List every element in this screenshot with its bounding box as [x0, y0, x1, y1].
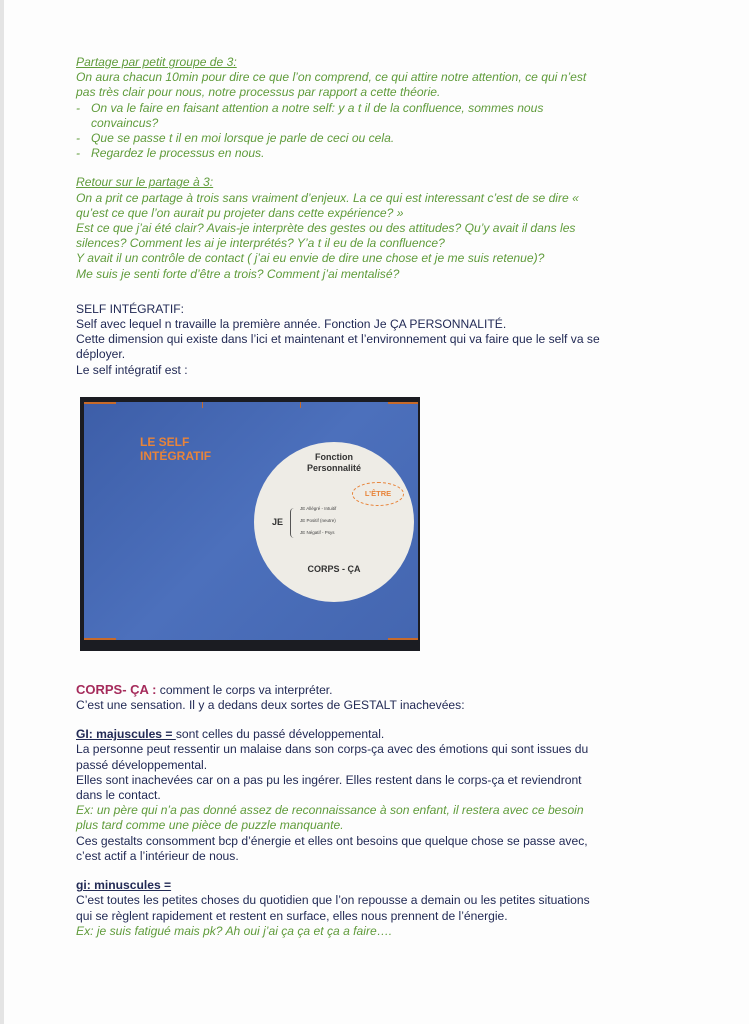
slide-circle — [254, 442, 414, 602]
paragraph-line: Le self intégratif est : — [76, 362, 188, 377]
corps-ca-line — [76, 682, 691, 698]
fonction-label — [254, 452, 414, 474]
corps-ca-text: comment le corps va interpréter. — [156, 682, 333, 697]
paragraph-line: Y avait il un contrôle de contact ( j’ai eu envie de dire une chose et je me suis retenue)? — [76, 251, 545, 266]
paragraph-line: qu’est ce que l’on aurait pu projeter dans cette expérience? » — [76, 205, 404, 220]
paragraph-line: Self avec lequel n travaille la première année. Fonction Je ÇA PERSONNALITÉ. — [76, 317, 507, 332]
slide-title-line: LE SELF — [140, 434, 190, 449]
paragraph-line: Est ce que j’ai été clair? Avais-je interprète des gestes ou des attitudes? Qu’y avait il dans les — [76, 221, 576, 236]
paragraph-line: La personne peut ressentir un malaise dans son corps-ça avec des émotions qui sont issues du — [76, 742, 589, 757]
corps-label: CORPS - ÇA — [307, 563, 361, 574]
fonction-line: Fonction — [315, 451, 353, 462]
bullet-text: On va le faire en faisant attention a notre self: y a t il de la confluence, sommes nous — [91, 100, 544, 115]
paragraph-line: qui se règlent rapidement et restent en surface, elles nous prennent de l’énergie. — [76, 908, 508, 923]
paragraph-line: passé développemental. — [76, 757, 208, 772]
slide-title — [140, 435, 211, 463]
paragraph-line: On a prit ce partage à trois sans vraiment d’enjeux. La ce qui est interessant c’est de se dire « — [76, 190, 579, 205]
corner-mark — [84, 402, 116, 404]
slide-title-line: INTÉGRATIF — [140, 448, 212, 463]
brace-shape — [290, 508, 297, 538]
page-edge — [0, 0, 4, 1024]
corner-mark — [300, 402, 301, 408]
je-item: JE Allégré - Intuitif — [300, 505, 337, 511]
gi-majuscules-text: sont celles du passé développemental. — [175, 727, 385, 742]
corner-mark — [388, 638, 418, 640]
bullet-item: - On va le faire en faisant attention a notre self: y a t il de la confluence, sommes nous convaincus? — [76, 101, 691, 131]
example-line: plus tard comme une pièce de puzzle manquante. — [76, 818, 344, 833]
section-heading-self: SELF INTÉGRATIF: — [76, 301, 184, 316]
paragraph-line: Cette dimension qui existe dans l’ici et maintenant et l’environnement qui va faire que le self va se — [76, 332, 600, 347]
paragraph-line: Elles sont inachevées car on a pas pu les ingérer. Elles restent dans le corps-ça et reviendront — [76, 772, 582, 787]
etre-bubble: L’ÊTRE — [352, 482, 404, 506]
corps-ca-heading: CORPS- ÇA : — [76, 681, 157, 697]
corner-mark — [388, 402, 418, 404]
slide-photo — [80, 397, 420, 651]
paragraph-line: On aura chacun 10min pour dire ce que l’on comprend, ce qui attire notre attention, ce qui n’est — [76, 70, 587, 85]
gi-majuscules-heading: GI: majuscules = — [76, 727, 176, 742]
bullet-text: Regardez le processus en nous. — [91, 146, 265, 161]
je-item: JE Positif (neutre) — [300, 517, 336, 523]
paragraph-line: dans le contact. — [76, 788, 161, 803]
paragraph-line: C’est une sensation. Il y a dedans deux sortes de GESTALT inachevées: — [76, 698, 465, 713]
gi-majuscules-line — [76, 727, 691, 742]
fonction-line: Personnalité — [306, 462, 362, 473]
paragraph-line: Me suis je senti forte d’être a trois? Comment j’ai mentalisé? — [76, 266, 400, 281]
gi-minuscules-heading: gi: minuscules = — [76, 878, 172, 893]
bullet-item: - Regardez le processus en nous. — [76, 146, 691, 161]
section-heading-partage: Partage par petit groupe de 3: — [76, 55, 237, 69]
corner-mark — [202, 402, 203, 408]
section-heading-retour: Retour sur le partage à 3: — [76, 175, 214, 190]
paragraph-line: déployer. — [76, 347, 126, 362]
paragraph-line: pas très clair pour nous, notre processus par rapport a cette théorie. — [76, 85, 441, 100]
corner-mark — [84, 638, 116, 640]
bullet-text: convaincus? — [91, 115, 159, 130]
example-line: Ex: un père qui n’a pas donné assez de reconnaissance à son enfant, il restera avec ce besoin — [76, 803, 584, 818]
paragraph-line: C’est toutes les petites choses du quotidien que l’on repousse a demain ou les petites situations — [76, 893, 590, 908]
je-item: JE Négatif - Psys — [300, 529, 335, 535]
paragraph-line: silences? Comment les ai je interprétés? Y’a t il eu de la confluence? — [76, 236, 445, 251]
paragraph-line: c’est actif a l’intérieur de nous. — [76, 848, 239, 863]
bullet-item: - Que se passe t il en moi lorsque je parle de ceci ou cela. — [76, 131, 691, 146]
bullet-text: Que se passe t il en moi lorsque je parle de ceci ou cela. — [91, 131, 395, 146]
paragraph-line: Ces gestalts consomment bcp d’énergie et elles ont besoins que quelque chose se passe avec, — [76, 833, 588, 848]
je-label: JE — [272, 516, 284, 527]
example-line: Ex: je suis fatigué mais pk? Ah oui j’ai ça ça et ça a faire…. — [76, 923, 393, 938]
slide-screen — [84, 402, 418, 640]
document-page — [76, 55, 691, 939]
